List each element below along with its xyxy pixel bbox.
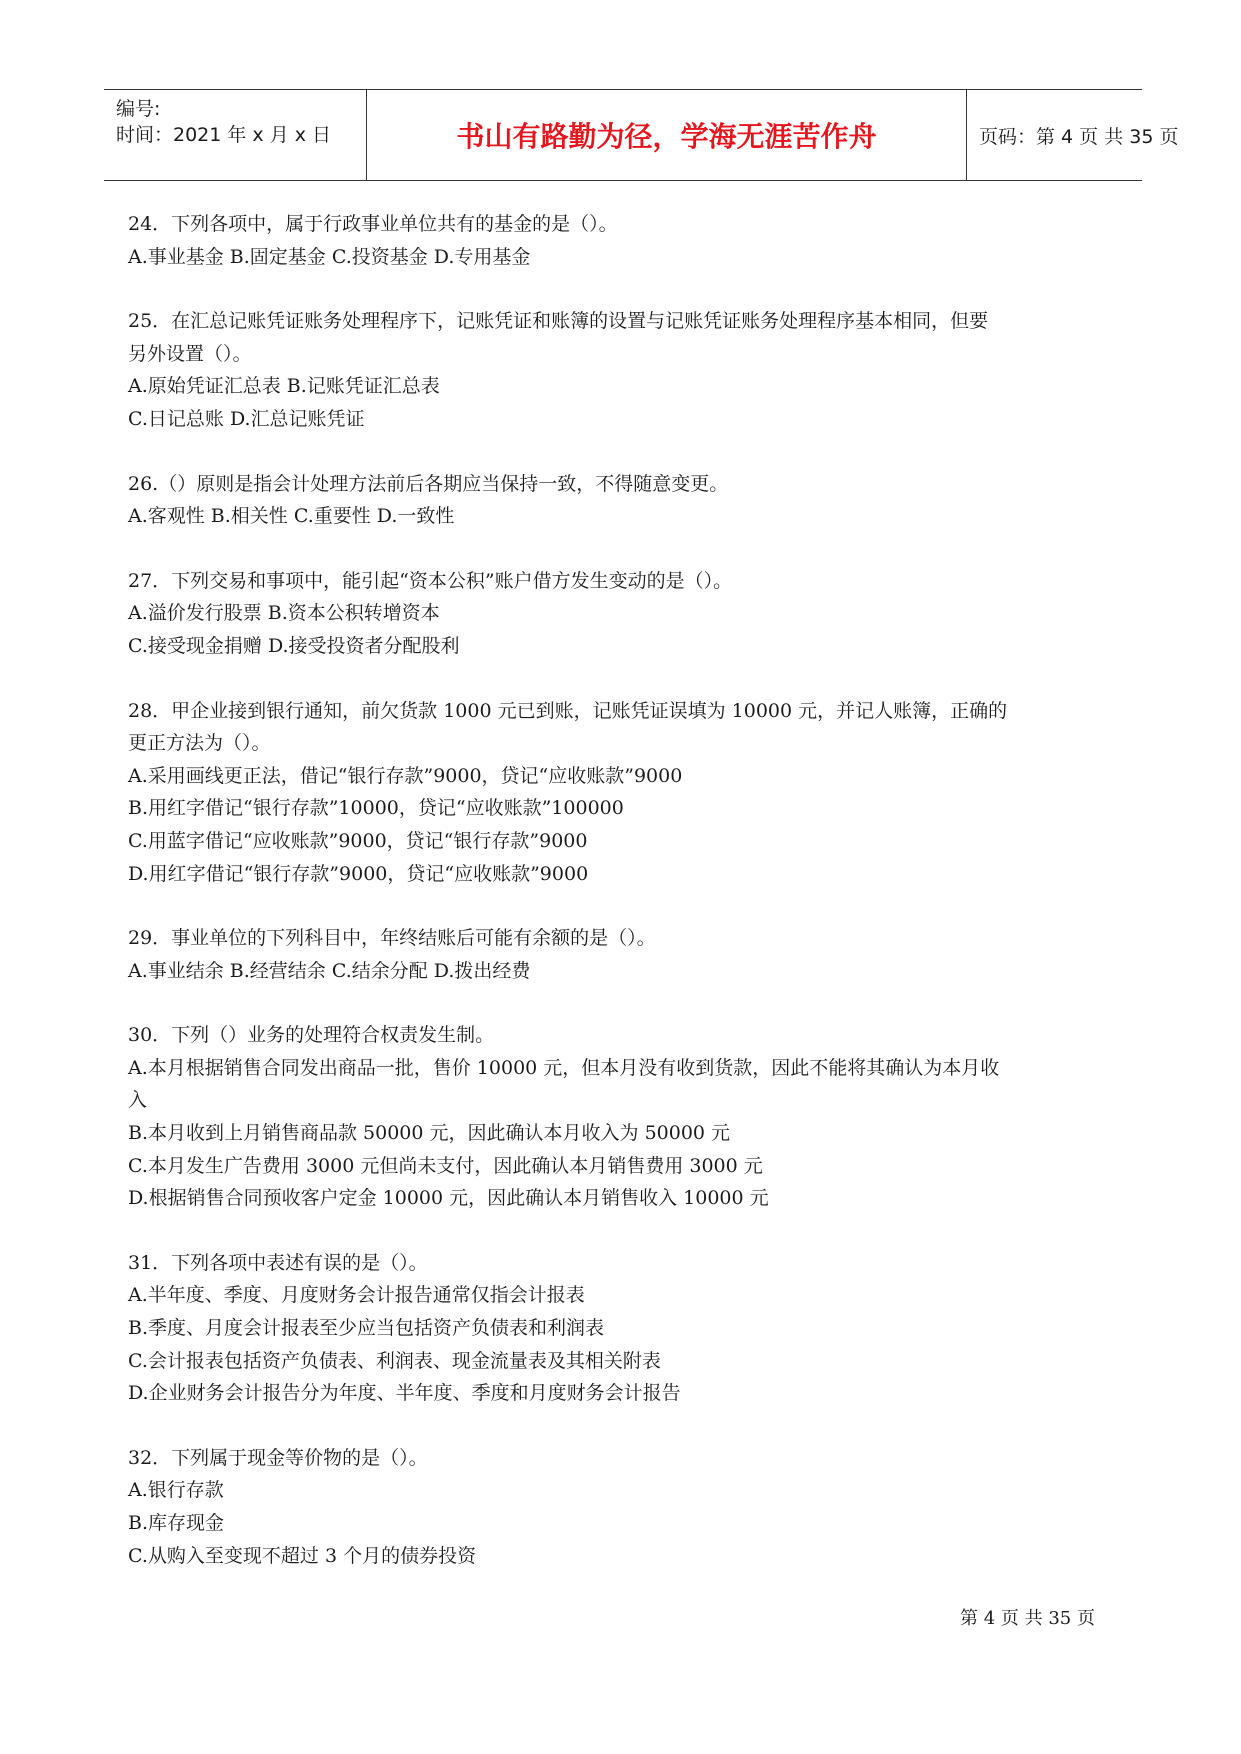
- question-line: C.会计报表包括资产负债表、利润表、现金流量表及其相关附表: [128, 1349, 661, 1372]
- question-stem: 27．下列交易和事项中，能引起“资本公积”账户借方发生变动的是（）。: [128, 569, 733, 592]
- question-line: D.根据销售合同预收客户定金 10000 元，因此确认本月销售收入 10000 元: [128, 1187, 769, 1210]
- header-page-info: 页码：第 4 页 共 35 页: [979, 125, 1179, 148]
- page-footer: [960, 1604, 1095, 1630]
- question-stem: 25．在汇总记账凭证账务处理程序下，记账凭证和账簿的设置与记账凭证账务处理程序基本相同，但要: [128, 310, 989, 333]
- question-line: C.本月发生广告费用 3000 元但尚未支付，因此确认本月销售费用 3000 元: [128, 1154, 763, 1177]
- question-list: [128, 208, 1120, 1604]
- question-stem: 31．下列各项中表述有误的是（）。: [128, 1251, 428, 1274]
- question-line: C.用蓝字借记“应收账款”9000，贷记“银行存款”9000: [128, 829, 588, 852]
- document-number-label: 编号:: [116, 98, 161, 120]
- question-stem: 28．甲企业接到银行通知，前欠货款 1000 元已到账，记账凭证误填为 10000 元，并记人账簿，正确的: [128, 699, 1008, 722]
- question-stem: 29．事业单位的下列科目中，年终结账后可能有余额的是（）。: [128, 927, 656, 950]
- question-block: [128, 695, 1120, 891]
- question-line: A.原始凭证汇总表 B.记账凭证汇总表: [128, 375, 440, 398]
- question-line: C.从购入至变现不超过 3 个月的债券投资: [128, 1544, 477, 1567]
- question-line: 另外设置（）。: [128, 342, 252, 365]
- document-time-label: 时间：2021 年 x 月 x 日: [116, 124, 332, 146]
- question-line: 入: [128, 1089, 148, 1112]
- question-line: D.企业财务会计报告分为年度、半年度、季度和月度财务会计报告: [128, 1382, 681, 1405]
- question-line: 更正方法为（）。: [128, 732, 271, 755]
- question-line: B.本月收到上月销售商品款 50000 元，因此确认本月收入为 50000 元: [128, 1122, 731, 1145]
- question-line: A.事业结余 B.经营结余 C.结余分配 D.拨出经费: [128, 959, 531, 982]
- question-line: B.用红字借记“银行存款”10000，贷记“应收账款”100000: [128, 797, 624, 820]
- header-page-cell: [967, 90, 1179, 180]
- question-block: [128, 922, 1120, 987]
- question-line: D.用红字借记“银行存款”9000，贷记“应收账款”9000: [128, 862, 589, 885]
- header-meta-cell: [104, 90, 367, 180]
- header-motto-cell: [367, 90, 967, 180]
- question-stem: 26.（）原则是指会计处理方法前后各期应当保持一致，不得随意变更。: [128, 472, 729, 495]
- question-line: A.银行存款: [128, 1479, 224, 1502]
- header-motto: 书山有路勤为径，学海无涯苦作舟: [456, 120, 877, 153]
- question-block: [128, 305, 1120, 435]
- question-line: A.半年度、季度、月度财务会计报告通常仅指会计报表: [128, 1284, 585, 1307]
- question-block: [128, 1019, 1120, 1215]
- question-block: [128, 1247, 1120, 1410]
- question-line: B.季度、月度会计报表至少应当包括资产负债表和利润表: [128, 1317, 605, 1340]
- question-line: A.客观性 B.相关性 C.重要性 D.一致性: [128, 505, 455, 528]
- question-block: [128, 565, 1120, 663]
- question-stem: 24．下列各项中，属于行政事业单位共有的基金的是（）。: [128, 213, 618, 235]
- page-header: [104, 89, 1179, 181]
- question-line: A.采用画线更正法，借记“银行存款”9000，贷记“应收账款”9000: [128, 764, 683, 787]
- question-block: [128, 208, 1120, 273]
- question-block: [128, 1442, 1120, 1572]
- question-line: C.接受现金捐赠 D.接受投资者分配股利: [128, 634, 460, 657]
- footer-page-number: 第 4 页 共 35 页: [960, 1608, 1095, 1629]
- question-stem: 32．下列属于现金等价物的是（）。: [128, 1446, 428, 1469]
- question-line: A.本月根据销售合同发出商品一批，售价 10000 元，但本月没有收到货款，因此不能将其确认为本月收: [128, 1056, 1000, 1079]
- question-line: C.日记总账 D.汇总记账凭证: [128, 407, 365, 430]
- question-block: [128, 468, 1120, 533]
- question-line: A.溢价发行股票 B.资本公积转增资本: [128, 602, 440, 625]
- question-line: A.事业基金 B.固定基金 C.投资基金 D.专用基金: [128, 245, 531, 268]
- question-line: B.库存现金: [128, 1512, 225, 1534]
- question-stem: 30．下列（）业务的处理符合权责发生制。: [128, 1024, 495, 1047]
